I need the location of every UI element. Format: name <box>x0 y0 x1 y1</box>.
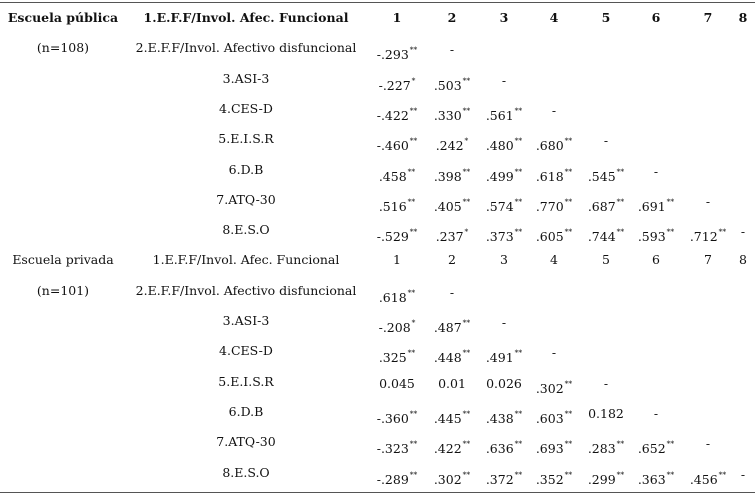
correlation-value: .593** <box>637 227 675 245</box>
correlation-value: - <box>501 72 507 88</box>
significance-marker: ** <box>514 469 523 479</box>
significance-marker: ** <box>514 196 523 206</box>
correlation-cell <box>528 397 580 427</box>
significance-marker: * <box>464 136 469 146</box>
correlation-cell <box>682 185 734 215</box>
significance-marker: ** <box>409 105 418 115</box>
correlation-cell <box>682 427 734 457</box>
correlation-value: .325** <box>378 348 416 366</box>
correlation-cell <box>580 124 632 154</box>
correlation-cell <box>426 397 478 427</box>
correlation-value: - <box>653 405 659 421</box>
correlation-value: - <box>740 224 746 240</box>
correlation-value: - <box>653 163 659 179</box>
significance-marker: ** <box>564 227 573 237</box>
column-header: 1 <box>392 10 402 25</box>
significance-marker: ** <box>407 166 416 176</box>
group-header-row <box>0 3 755 33</box>
correlation-value: .373** <box>485 227 523 245</box>
correlation-value: - <box>449 284 455 300</box>
table-row <box>0 64 755 94</box>
significance-marker: ** <box>666 196 675 206</box>
correlation-value: .405** <box>433 196 471 214</box>
correlation-value: .458** <box>378 166 416 184</box>
correlation-cell <box>371 306 423 336</box>
correlation-cell <box>731 215 755 245</box>
correlation-value: -.460** <box>376 136 418 154</box>
correlation-value: -.289** <box>376 469 418 487</box>
correlation-cell <box>580 155 632 185</box>
correlation-cell <box>478 64 530 94</box>
correlation-cell <box>630 427 682 457</box>
correlation-value: .636** <box>485 439 523 457</box>
column-header: 7 <box>703 10 713 25</box>
variable-label: 8.E.S.O <box>222 222 270 238</box>
correlation-cell <box>528 94 580 124</box>
correlation-value: - <box>603 133 609 149</box>
table-row <box>0 336 755 366</box>
correlation-cell <box>426 94 478 124</box>
significance-marker: ** <box>514 227 523 237</box>
correlation-cell <box>371 397 423 427</box>
correlation-cell <box>580 185 632 215</box>
table-bottom-rule <box>0 492 755 493</box>
correlation-value: .242* <box>435 136 469 154</box>
correlation-cell <box>426 367 478 397</box>
correlation-value: .445** <box>433 408 471 426</box>
column-header: 7 <box>704 252 712 268</box>
significance-marker: ** <box>514 408 523 418</box>
correlation-value: - <box>705 436 711 452</box>
group-cell <box>0 336 126 366</box>
significance-marker: ** <box>666 439 675 449</box>
significance-marker: ** <box>616 439 625 449</box>
table-row <box>0 94 755 124</box>
correlation-cell <box>630 185 682 215</box>
group-cell <box>0 94 126 124</box>
correlation-cell <box>426 427 478 457</box>
correlation-value: .491** <box>485 348 523 366</box>
significance-marker: ** <box>514 136 523 146</box>
significance-marker: ** <box>616 166 625 176</box>
correlation-cell <box>528 336 580 366</box>
variable-label: 3.ASI-3 <box>222 313 270 328</box>
correlation-cell <box>528 458 580 488</box>
significance-marker: ** <box>616 469 625 479</box>
significance-marker: ** <box>564 166 573 176</box>
correlation-value: .499** <box>485 166 523 184</box>
correlation-value: -.227* <box>378 75 416 93</box>
correlation-value: - <box>551 102 557 118</box>
group-header-row <box>0 245 755 275</box>
variable-label: 8.E.S.O <box>222 464 270 480</box>
correlation-value: - <box>740 466 746 482</box>
correlation-cell <box>682 458 734 488</box>
group-cell <box>0 124 126 154</box>
correlation-value: 0.026 <box>486 375 522 391</box>
variable-label: 4.CES-D <box>219 343 273 359</box>
correlation-value: .283** <box>587 439 625 457</box>
correlation-cell <box>478 427 530 457</box>
correlation-cell <box>426 185 478 215</box>
group-cell <box>0 427 126 457</box>
correlation-value: .237* <box>435 227 469 245</box>
significance-marker: ** <box>514 439 523 449</box>
correlation-value: -.529** <box>376 227 418 245</box>
correlation-value: 0.045 <box>379 375 415 391</box>
correlation-value: .680** <box>535 136 573 154</box>
variable-label: 5.E.I.S.R <box>218 131 274 147</box>
correlation-cell <box>528 215 580 245</box>
group-cell <box>0 185 126 215</box>
correlation-cell <box>580 215 632 245</box>
significance-marker: ** <box>616 196 625 206</box>
correlation-value: .561** <box>485 105 523 123</box>
significance-marker: ** <box>564 439 573 449</box>
correlation-value: .516** <box>378 196 416 214</box>
significance-marker: ** <box>407 287 416 297</box>
variable-label: 1.E.F.F/Invol. Afec. Funcional <box>143 10 349 25</box>
correlation-value: .302** <box>535 378 573 396</box>
significance-marker: ** <box>514 105 523 115</box>
group-cell <box>0 215 126 245</box>
significance-marker: ** <box>462 166 471 176</box>
group-cell <box>0 306 126 336</box>
group-label: Escuela pública <box>7 10 119 25</box>
column-header: 6 <box>652 252 660 268</box>
correlation-cell <box>371 124 423 154</box>
correlation-value: -.323** <box>376 439 418 457</box>
correlation-value: .605** <box>535 227 573 245</box>
significance-marker: ** <box>514 166 523 176</box>
correlation-cell <box>528 185 580 215</box>
table-row <box>0 185 755 215</box>
correlation-cell <box>426 336 478 366</box>
correlation-value: .691** <box>637 196 675 214</box>
significance-marker: ** <box>409 136 418 146</box>
table-row <box>0 306 755 336</box>
significance-marker: ** <box>462 75 471 85</box>
significance-marker: * <box>464 227 469 237</box>
correlation-value: .438** <box>485 408 523 426</box>
correlation-value: .545** <box>587 166 625 184</box>
significance-marker: ** <box>514 348 523 358</box>
correlation-cell <box>426 276 478 306</box>
table-row <box>0 33 755 63</box>
correlation-value: .712** <box>689 227 727 245</box>
correlation-value: .487** <box>433 318 471 335</box>
correlation-cell <box>426 33 478 63</box>
correlation-cell <box>478 185 530 215</box>
table-row <box>0 427 755 457</box>
significance-marker: ** <box>462 439 471 449</box>
correlation-cell <box>630 215 682 245</box>
significance-marker: ** <box>462 408 471 418</box>
correlation-cell <box>371 276 423 306</box>
significance-marker: ** <box>409 469 418 479</box>
variable-label: 7.ATQ-30 <box>216 191 276 207</box>
correlation-cell <box>580 458 632 488</box>
correlation-value: .574** <box>485 196 523 214</box>
correlation-value: - <box>705 193 711 209</box>
correlation-value: -.360** <box>376 408 418 426</box>
correlation-cell <box>630 397 682 427</box>
column-header: 2 <box>447 10 457 25</box>
correlation-cell <box>371 33 423 63</box>
column-header: 8 <box>738 10 748 25</box>
significance-marker: ** <box>409 45 418 55</box>
correlation-value: .503** <box>433 75 471 93</box>
correlation-cell <box>478 155 530 185</box>
correlation-value: - <box>603 375 609 391</box>
correlation-cell <box>371 94 423 124</box>
correlation-cell <box>478 367 530 397</box>
correlation-cell <box>630 458 682 488</box>
correlation-cell <box>478 336 530 366</box>
variable-label: 2.E.F.F/Invol. Afectivo disfuncional <box>135 40 357 56</box>
correlation-cell <box>371 185 423 215</box>
correlation-cell <box>528 427 580 457</box>
correlation-cell <box>528 155 580 185</box>
correlation-value: .456** <box>689 469 727 487</box>
variable-label: 1.E.F.F/Invol. Afec. Funcional <box>152 252 340 268</box>
column-header: 4 <box>549 10 559 25</box>
correlation-cell <box>371 336 423 366</box>
table-row <box>0 155 755 185</box>
table-row <box>0 124 755 154</box>
correlation-value: .480** <box>485 136 523 154</box>
significance-marker: ** <box>462 196 471 206</box>
correlation-value: .352** <box>535 469 573 487</box>
correlation-value: - <box>551 345 557 361</box>
significance-marker: ** <box>407 348 416 358</box>
correlation-value: .652** <box>637 439 675 457</box>
correlation-value: .448** <box>433 348 471 366</box>
correlation-cell <box>478 215 530 245</box>
correlation-cell <box>580 367 632 397</box>
correlation-value: .302** <box>433 469 471 487</box>
group-cell <box>0 64 126 94</box>
table-row <box>0 458 755 488</box>
correlation-value: -.293** <box>376 45 418 63</box>
correlation-value: 0.182 <box>588 405 624 421</box>
correlation-cell <box>371 155 423 185</box>
significance-marker: ** <box>718 469 727 479</box>
significance-marker: ** <box>616 227 625 237</box>
correlation-cell <box>371 215 423 245</box>
correlation-value: .363** <box>637 469 675 487</box>
correlation-cell <box>478 458 530 488</box>
significance-marker: ** <box>666 227 675 237</box>
column-header: 6 <box>651 10 661 25</box>
correlation-cell <box>580 427 632 457</box>
column-header: 3 <box>499 10 509 25</box>
table-row <box>0 367 755 397</box>
correlation-cell <box>371 427 423 457</box>
correlation-cell <box>580 397 632 427</box>
significance-marker: ** <box>564 378 573 388</box>
correlation-value: .687** <box>587 196 625 214</box>
group-n-label: (n=101) <box>36 282 90 298</box>
significance-marker: ** <box>462 318 471 327</box>
correlation-value: .398** <box>433 166 471 184</box>
significance-marker: ** <box>666 469 675 479</box>
table-row <box>0 276 755 306</box>
correlation-value: .372** <box>485 469 523 487</box>
variable-label: 6.D.B <box>228 161 264 177</box>
variable-label: 2.E.F.F/Invol. Afectivo disfuncional <box>135 282 357 298</box>
column-header: 1 <box>393 252 401 268</box>
correlation-cell <box>478 306 530 336</box>
correlation-cell <box>371 367 423 397</box>
correlation-value: .603** <box>535 408 573 426</box>
column-header: 4 <box>550 252 558 268</box>
column-header: 2 <box>448 252 456 268</box>
correlation-value: - <box>501 315 507 330</box>
correlation-value: 0.01 <box>438 375 466 391</box>
correlation-value: .770** <box>535 196 573 214</box>
column-header: 5 <box>601 10 611 25</box>
correlation-cell <box>478 397 530 427</box>
significance-marker: ** <box>409 439 418 449</box>
significance-marker: ** <box>718 227 727 237</box>
variable-label: 4.CES-D <box>219 100 273 116</box>
correlation-value: .330** <box>433 105 471 123</box>
group-cell <box>0 155 126 185</box>
significance-marker: ** <box>409 408 418 418</box>
correlation-cell <box>371 458 423 488</box>
correlation-value: -.422** <box>376 105 418 123</box>
correlation-cell <box>426 124 478 154</box>
table-row <box>0 397 755 427</box>
group-cell <box>0 397 126 427</box>
group-cell <box>0 367 126 397</box>
correlation-cell <box>426 306 478 336</box>
significance-marker: ** <box>462 469 471 479</box>
correlation-cell <box>426 458 478 488</box>
group-n-label: (n=108) <box>36 40 90 56</box>
column-header: 5 <box>602 252 610 268</box>
correlation-cell <box>426 64 478 94</box>
variable-label: 3.ASI-3 <box>222 70 270 86</box>
correlation-cell <box>478 94 530 124</box>
significance-marker: ** <box>564 196 573 206</box>
correlation-cell <box>371 64 423 94</box>
correlation-value: .618** <box>378 287 416 305</box>
correlation-value: - <box>449 42 455 58</box>
correlation-cell <box>426 215 478 245</box>
correlation-value: .422** <box>433 439 471 457</box>
significance-marker: * <box>411 75 416 85</box>
correlation-value: -.208* <box>378 318 416 335</box>
correlation-cell <box>528 367 580 397</box>
column-header: 8 <box>739 252 747 268</box>
column-header: 3 <box>500 252 508 268</box>
significance-marker: ** <box>462 348 471 358</box>
significance-marker: ** <box>462 105 471 115</box>
correlation-value: .299** <box>587 469 625 487</box>
correlation-cell <box>426 155 478 185</box>
significance-marker: ** <box>564 408 573 418</box>
correlation-cell <box>630 155 682 185</box>
correlation-value: .618** <box>535 166 573 184</box>
correlation-value: .744** <box>587 227 625 245</box>
correlation-cell <box>478 124 530 154</box>
correlation-cell <box>528 124 580 154</box>
significance-marker: ** <box>407 196 416 206</box>
significance-marker: * <box>411 318 416 327</box>
table-row <box>0 215 755 245</box>
variable-label: 5.E.I.S.R <box>218 373 274 389</box>
significance-marker: ** <box>409 227 418 237</box>
group-label: Escuela privada <box>12 252 114 268</box>
variable-label: 7.ATQ-30 <box>216 434 276 450</box>
correlation-cell <box>682 215 734 245</box>
group-cell <box>0 458 126 488</box>
correlation-cell <box>731 458 755 488</box>
variable-label: 6.D.B <box>228 403 264 419</box>
significance-marker: ** <box>564 136 573 146</box>
correlation-value: .693** <box>535 439 573 457</box>
significance-marker: ** <box>564 469 573 479</box>
